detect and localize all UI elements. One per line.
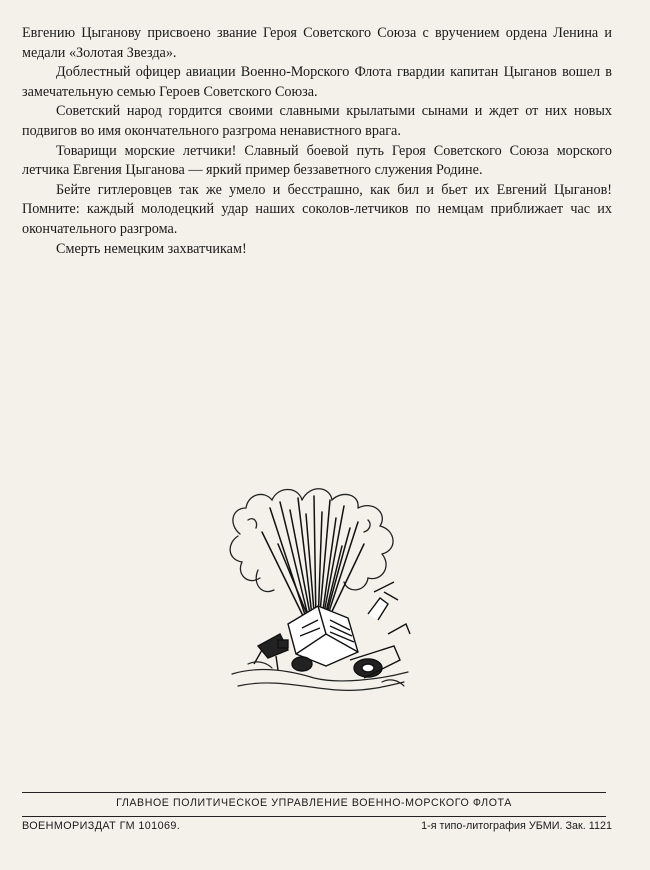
footer-rule-top <box>22 792 606 793</box>
paragraph: Товарищи морские летчики! Славный боевой путь Героя Советского Союза морского летчика Евгения Цыганова — яркий пример беззаветного служения Родине. <box>22 142 612 179</box>
footer-rule-bottom <box>22 816 606 817</box>
paragraph: Советский народ гордится своими славными крылатыми сынами и ждет от них новых подвигов во имя окончательного разгрома ненавистного врага. <box>22 103 612 139</box>
imprint-printer: 1-я типо-литография УБМИ. Зак. 1121 <box>421 820 612 832</box>
slogan: Смерть немецким захватчикам! <box>56 240 247 257</box>
explosion-illustration <box>218 474 418 698</box>
paragraph: Евгению Цыганову присвоено звание Героя Советского Союза с вручением ордена Ленина и медали «Золотая Звезда». <box>22 25 612 61</box>
publisher-line: ГЛАВНОЕ ПОЛИТИЧЕСКОЕ УПРАВЛЕНИЕ ВОЕННО-МОРСКОГО ФЛОТА <box>116 797 512 809</box>
explosion-burst-icon <box>262 496 364 624</box>
paragraph: Доблестный офицер авиации Военно-Морского Флота гвардии капитан Цыганов вошел в замечательную семью Героев Советского Союза. <box>22 64 612 100</box>
article-text <box>22 24 612 259</box>
paragraph: Бейте гитлеровцев так же умело и бесстрашно, как бил и бьет их Евгений Цыганов! Помните: каждый молодецкий удар наших соколов-летчиков по немцам приближает час их окончательного разгрома. <box>22 181 612 237</box>
imprint-publisher: ВОЕНМОРИЗДАТ ГМ 101069. <box>22 820 181 832</box>
